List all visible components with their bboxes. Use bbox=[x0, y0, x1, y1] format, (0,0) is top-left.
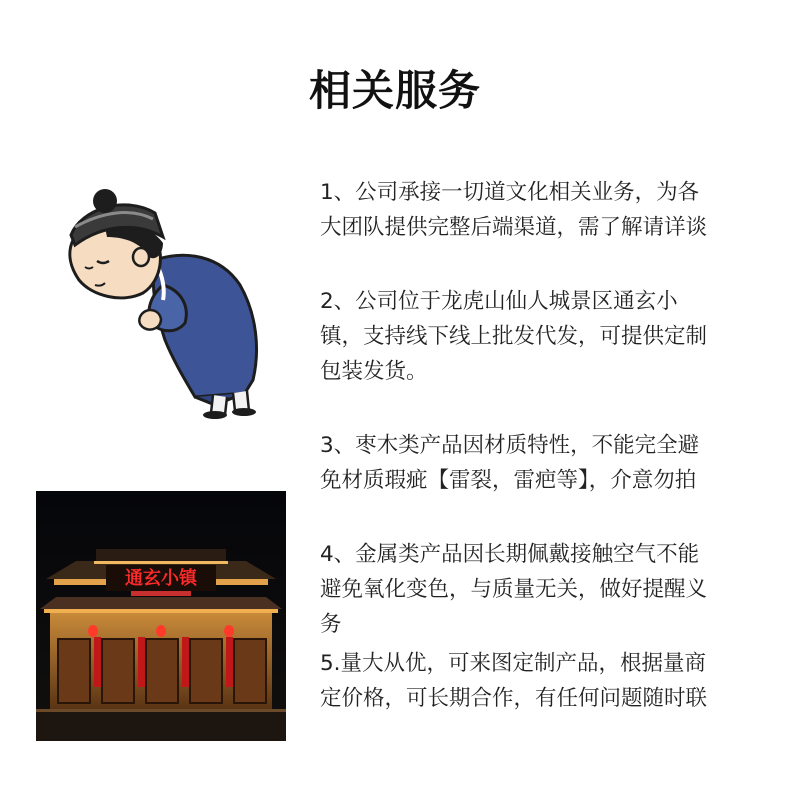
service-item-4 bbox=[320, 537, 770, 642]
service-line: 免材质瑕疵【雷裂，雷疤等】，介意勿拍 bbox=[320, 468, 697, 493]
service-line: 5.量大从优，可来图定制产品，根据量商 bbox=[320, 651, 707, 676]
service-line: 3、枣木类产品因材质特性，不能完全避 bbox=[320, 433, 700, 458]
service-item-1 bbox=[320, 175, 770, 245]
hat-topknot bbox=[93, 189, 117, 213]
bowing-taoist-illustration bbox=[45, 165, 283, 420]
sign-text: 通玄小镇 bbox=[125, 568, 197, 589]
service-line: 2、公司位于龙虎山仙人城景区通玄小 bbox=[320, 289, 678, 314]
service-line: 包装发货。 bbox=[320, 359, 428, 384]
service-line: 务 bbox=[320, 612, 342, 637]
town-gate-night-photo bbox=[36, 491, 286, 741]
service-item-5 bbox=[320, 646, 770, 716]
service-line: 定价格，可长期合作，有任何问题随时联 bbox=[320, 686, 708, 711]
service-line: 镇，支持线下线上批发代发，可提供定制 bbox=[320, 324, 708, 349]
service-line: 大团队提供完整后端渠道，需了解请详谈 bbox=[320, 215, 708, 240]
hands bbox=[139, 310, 161, 329]
service-item-3 bbox=[320, 428, 770, 498]
service-item-2 bbox=[320, 284, 770, 389]
service-line: 避免氧化变色，与质量无关，做好提醒义 bbox=[320, 577, 708, 602]
service-line: 1、公司承接一切道文化相关业务，为各 bbox=[320, 180, 700, 205]
service-line: 4、金属类产品因长期佩戴接触空气不能 bbox=[320, 542, 700, 567]
page-title: 相关服务 bbox=[308, 66, 481, 115]
